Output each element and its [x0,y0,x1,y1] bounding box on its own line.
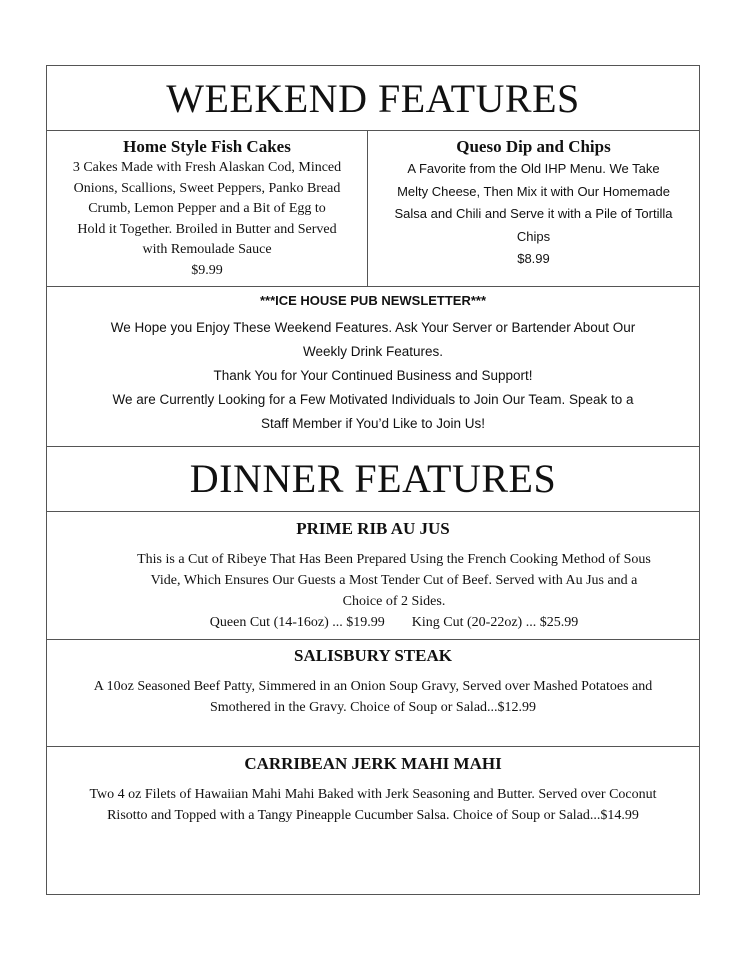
fish-cakes-description [47,158,367,281]
description-line: Risotto and Topped with a Tangy Pineapple Cucumber Salsa. Choice of Soup or Salad...$14.99 [107,808,639,823]
description-line: Onions, Scallions, Sweet Peppers, Panko Bread [73,180,341,196]
description-line: Melty Cheese, Then Mix it with Our Homemade [397,183,670,199]
salisbury-description [47,676,699,718]
weekend-title-box [46,65,700,131]
description-line: Vide, Which Ensures Our Guests a Most Tender Cut of Beef. Served with Au Jus and a [150,573,638,588]
newsletter-line: Staff Member if You’d Like to Join Us! [260,416,486,431]
dinner-title-box [46,446,700,512]
mahi-description [47,784,699,826]
fish-cakes-item [47,136,367,281]
fish-cakes-title: Home Style Fish Cakes [123,137,291,156]
weekend-title: WEEKEND FEATURES [166,76,580,121]
newsletter-line: We are Currently Looking for a Few Motivated Individuals to Join Our Team. Speak to a [112,392,634,407]
prime-rib-description [47,549,699,633]
prime-rib-box [46,511,700,640]
fish-cakes-price: $9.99 [191,262,223,278]
salisbury-box [46,639,700,747]
newsletter-body [47,316,699,436]
description-line: with Remoulade Sauce [142,242,272,257]
newsletter-line: Thank You for Your Continued Business and Support! [213,368,533,383]
queen-cut-price: Queen Cut (14-16oz) ... $19.99 [209,615,385,630]
description-line: Salsa and Chili and Serve it with a Pile of Tortilla [394,206,673,221]
salisbury-title: SALISBURY STEAK [294,646,452,665]
mahi-box [46,746,700,895]
newsletter-box [46,286,700,447]
mahi-title: CARRIBEAN JERK MAHI MAHI [244,754,502,773]
king-cut-price: King Cut (20-22oz) ... $25.99 [411,615,579,630]
newsletter-line: We Hope you Enjoy These Weekend Features. Ask Your Server or Bartender About Our [110,320,636,335]
newsletter-heading: ***ICE HOUSE PUB NEWSLETTER*** [259,293,487,308]
queso-title: Queso Dip and Chips [456,137,611,156]
dinner-title: DINNER FEATURES [189,456,557,501]
description-line: Choice of 2 Sides. [342,594,446,609]
queso-price: $8.99 [517,251,550,266]
description-line: Hold it Together. Broiled in Butter and Served [77,221,337,237]
description-line: 3 Cakes Made with Fresh Alaskan Cod, Minced [72,160,342,175]
newsletter-line: Weekly Drink Features. [302,344,444,359]
description-line: Crumb, Lemon Pepper and a Bit of Egg to [88,201,326,216]
weekend-items-box [46,130,700,287]
description-line: A Favorite from the Old IHP Menu. We Take [407,161,660,176]
description-line: A 10oz Seasoned Beef Patty, Simmered in an Onion Soup Gravy, Served over Mashed Potatoes and [93,679,653,694]
queso-item [368,136,699,271]
queso-description [368,158,699,271]
prime-rib-prices [47,612,699,633]
prime-rib-title: PRIME RIB AU JUS [296,519,450,538]
description-line: This is a Cut of Ribeye That Has Been Prepared Using the French Cooking Method of Sous [137,552,651,567]
description-line: Two 4 oz Filets of Hawaiian Mahi Mahi Baked with Jerk Seasoning and Butter. Served over Coconut [89,787,657,802]
description-line: Smothered in the Gravy. Choice of Soup or Salad...$12.99 [209,700,537,715]
description-line: Chips [516,228,551,244]
